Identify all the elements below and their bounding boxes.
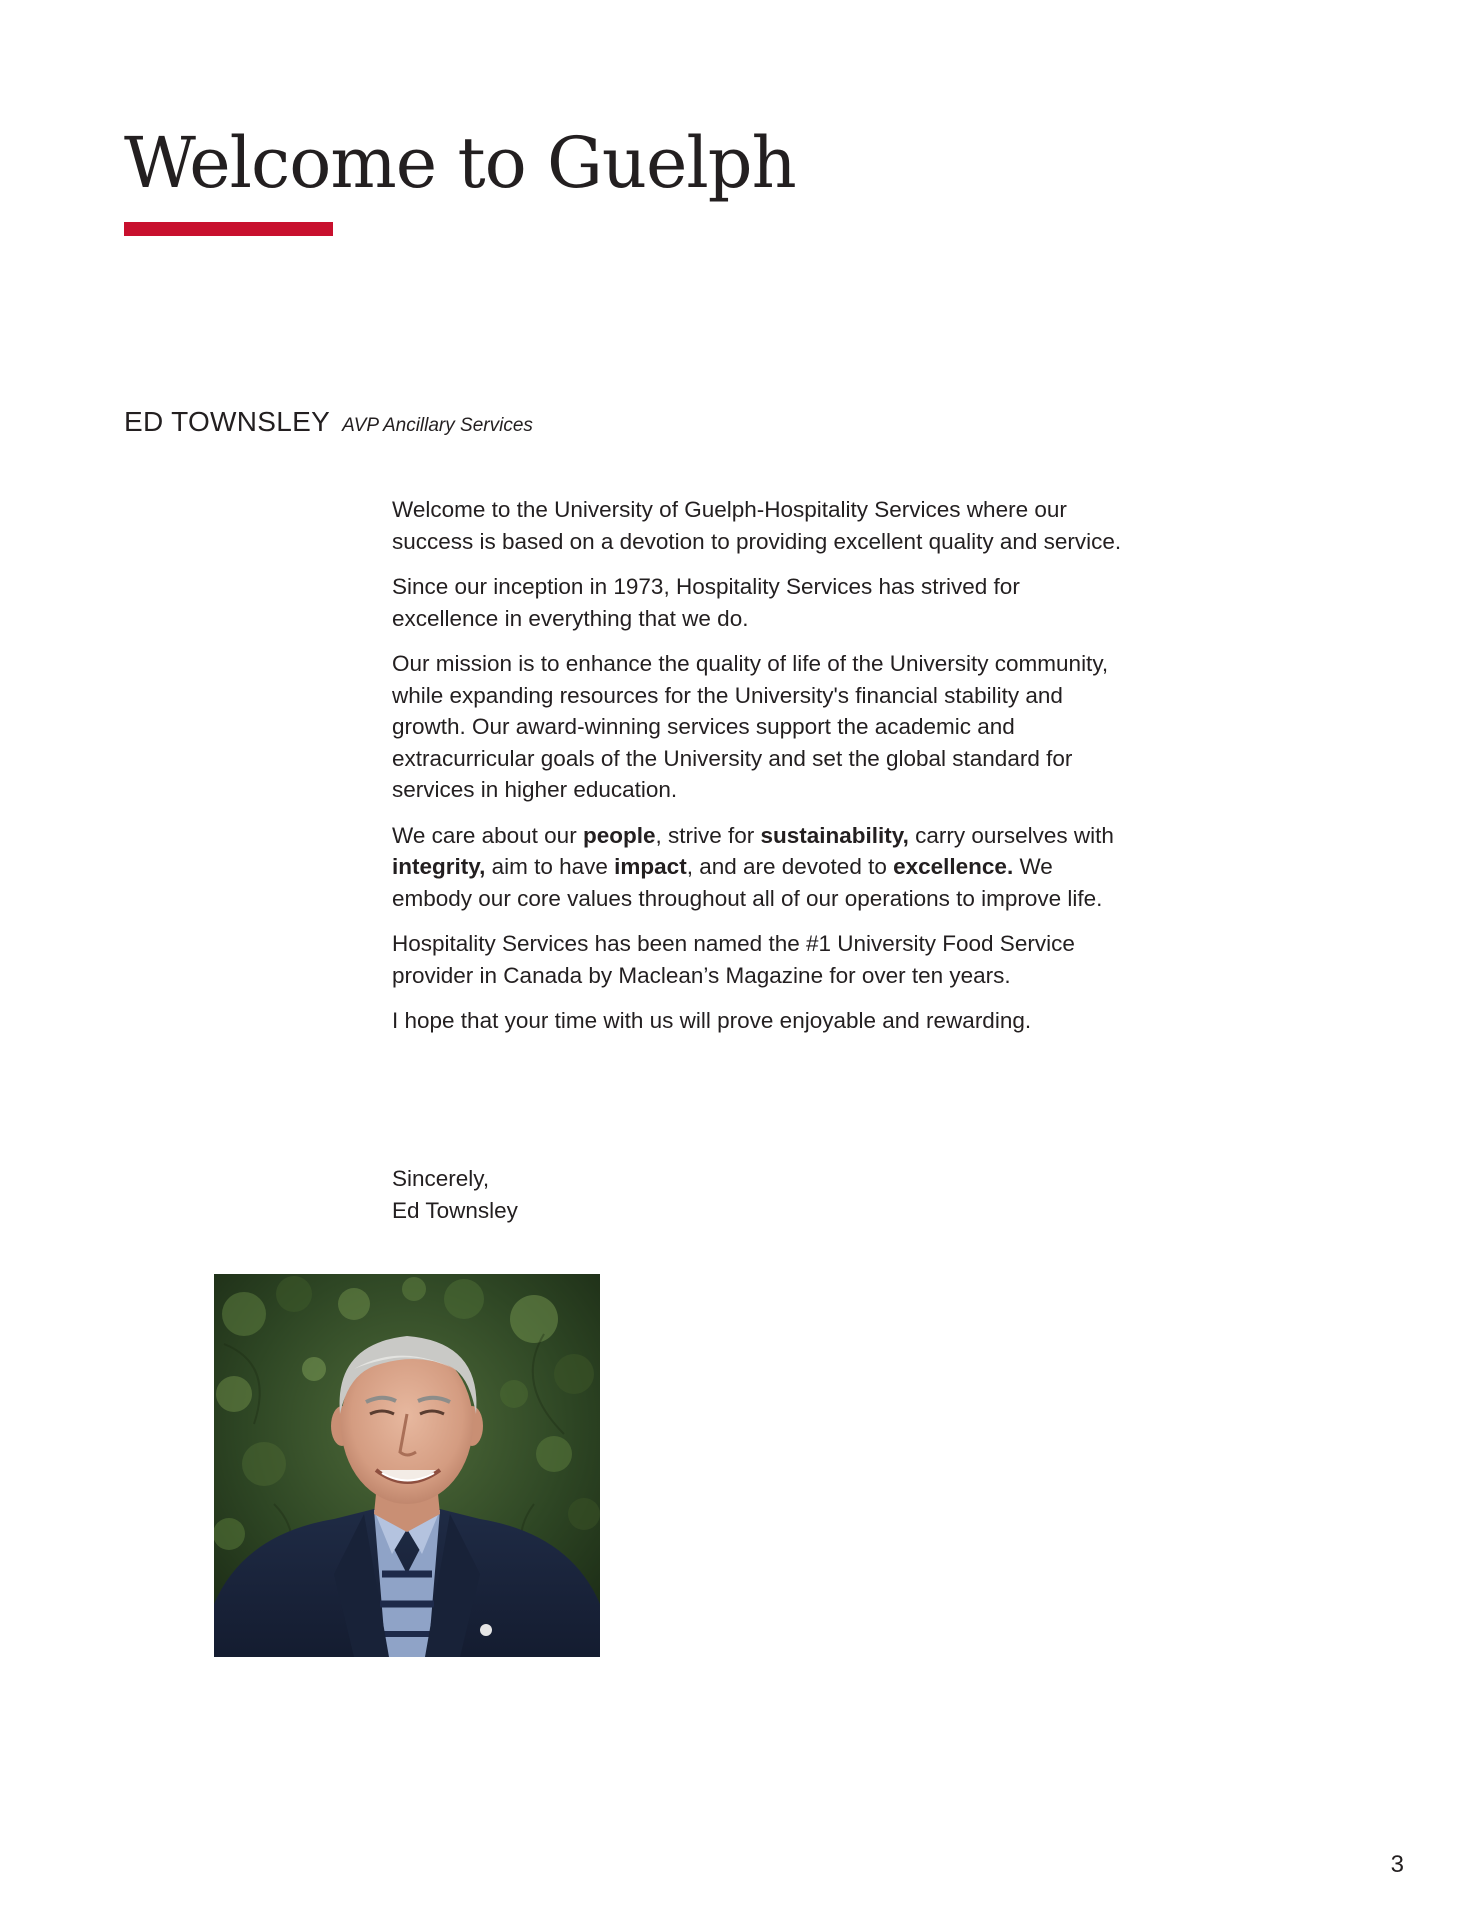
value-integrity: integrity,: [392, 854, 486, 879]
signature-name: Ed Townsley: [392, 1197, 518, 1223]
page-title: Welcome to Guelph: [124, 122, 796, 204]
value-excellence: excellence.: [893, 854, 1014, 879]
letter-paragraph: Hospitality Services has been named the #1 University Food Service provider in Canada by Maclean’s Magazine for over ten years.: [392, 931, 1075, 988]
letter-paragraph: Welcome to the University of Guelph-Hospitality Services where our success is based on a devotion to providing excellent quality and service.: [392, 497, 1122, 554]
values-text: carry ourselves with: [908, 822, 1114, 848]
value-people: people: [582, 822, 656, 848]
values-text: aim to have: [485, 854, 615, 879]
values-text: , strive for: [655, 822, 761, 848]
letter-paragraph: Our mission is to enhance the quality of life of the University community, while expanding resources for the University's financial stability and growth. Our award-winning services support the academic and extracurricular goals of the University and set the global standard for services in higher education.: [392, 651, 1109, 802]
author-line: [124, 406, 533, 438]
letter-paragraph-values: [392, 820, 1132, 915]
values-text: We care about our: [392, 822, 583, 848]
page-number: 3: [1390, 1851, 1404, 1878]
values-text: , and are devoted to: [686, 854, 894, 879]
letter-closing: [392, 1163, 518, 1226]
letter-body: [392, 494, 1132, 1051]
author-role: AVP Ancillary Services: [342, 415, 533, 436]
title-accent-rule: [124, 222, 333, 236]
letter-paragraph: Since our inception in 1973, Hospitality Services has strived for excellence in everything that we do.: [392, 574, 1020, 631]
closing-salutation: Sincerely,: [392, 1166, 490, 1191]
author-name: ED TOWNSLEY: [124, 406, 331, 437]
portrait-photo: [214, 1274, 600, 1657]
letter-paragraph: I hope that your time with us will prove enjoyable and rewarding.: [392, 1008, 1032, 1033]
values-text: We embody our core values throughout all of our operations to improve life.: [392, 854, 1103, 911]
value-sustainability: sustainability,: [760, 822, 909, 848]
value-impact: impact: [614, 854, 687, 879]
